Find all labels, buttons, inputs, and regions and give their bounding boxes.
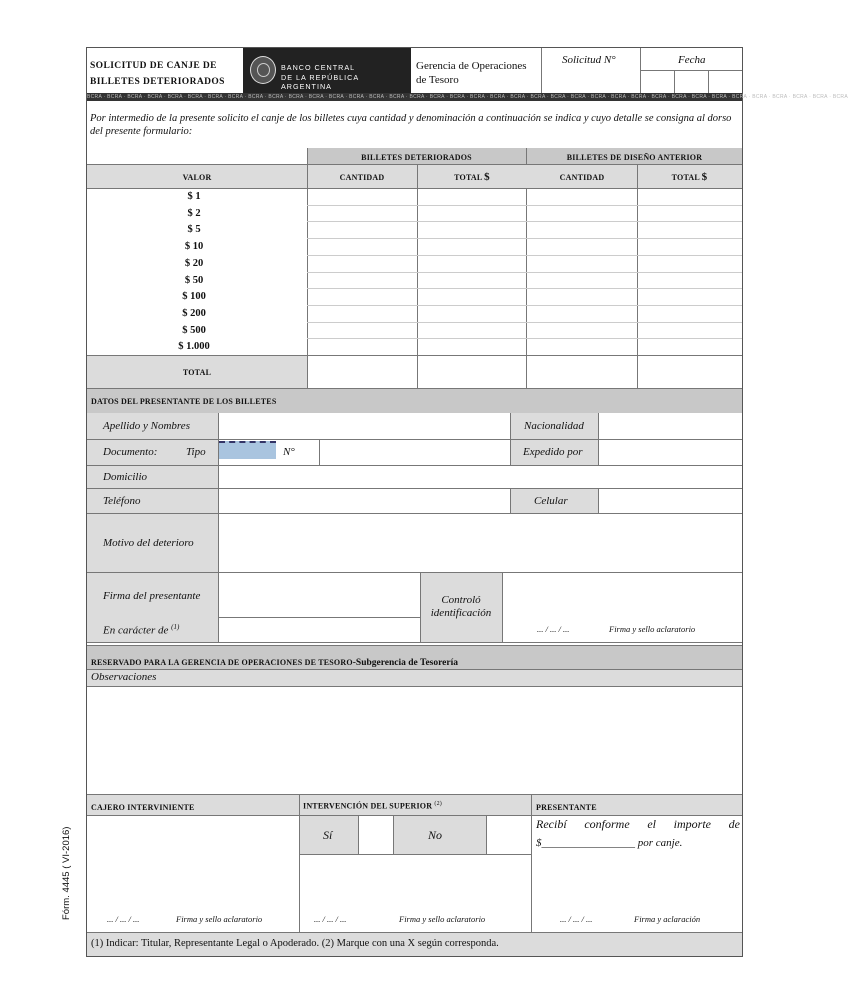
value-row-label: $ 50 (184, 274, 204, 286)
cantidad-deteriorados-input[interactable] (308, 189, 416, 204)
form-title: SOLICITUD DE CANJE DE BILLETES DETERIORADOS (90, 61, 225, 87)
cantidad-deteriorados-input[interactable] (308, 222, 416, 237)
value-row-label: $ 2 (187, 207, 201, 219)
form-number: Fórm. 4445 ( VI-2016) (61, 826, 72, 920)
bank-logo: BANCO CENTRAL DE LA REPÚBLICA ARGENTINA (243, 48, 411, 93)
col-cantidad-2: CANTIDAD (559, 173, 605, 182)
controlo-firma-sello: Firma y sello aclaratorio (609, 624, 696, 634)
footnote: (1) Indicar: Titular, Representante Legal o Apoderado. (2) Marque con una X según corresponda. (91, 938, 499, 949)
total-deteriorados-total-input[interactable] (418, 356, 526, 387)
numero-label: N° (283, 446, 295, 458)
cantidad-diseno-input[interactable] (527, 189, 636, 204)
caracter-label: En carácter de $^{(1)}$ (103, 623, 180, 637)
superior-fecha: ... / ... / ... (314, 914, 347, 924)
total-deteriorados-input[interactable] (418, 239, 526, 254)
tipo-label: Tipo (186, 446, 206, 458)
value-row-label: $ 10 (184, 241, 204, 253)
observaciones-label: Observaciones (91, 671, 157, 683)
total-deteriorados-input[interactable] (418, 289, 526, 304)
total-deteriorados-input[interactable] (418, 256, 526, 271)
cantidad-diseno-input[interactable] (527, 256, 636, 271)
nacionalidad-label: Nacionalidad (524, 420, 584, 432)
intervencion-title: INTERVENCIÓN DEL SUPERIOR $^{(2)}$ (303, 801, 442, 811)
reservado-title: RESERVADO PARA LA GERENCIA DE OPERACIONES DE TESORO-Subgerencia de Tesorería (91, 658, 458, 668)
total-deteriorados-input[interactable] (418, 222, 526, 237)
value-row-label: $ 500 (182, 324, 206, 336)
value-row-label: $ 100 (182, 291, 206, 303)
intro-text: Por intermedio de la presente solicito el canje de los billetes cuya cantidad y denominación a continuación se indica y cuyo detalle se consigna al dorso del presente formulario: (90, 113, 732, 137)
tipo-select[interactable] (219, 441, 276, 459)
total-diseno-total-input[interactable] (638, 356, 741, 387)
total-diseno-input[interactable] (638, 323, 741, 338)
observaciones-input[interactable] (88, 687, 741, 793)
col-cantidad-1: CANTIDAD (339, 173, 385, 182)
solicitud-input[interactable] (542, 70, 640, 93)
group-diseno-anterior: BILLETES DE DISEÑO ANTERIOR (566, 153, 703, 162)
cantidad-diseno-input[interactable] (527, 222, 636, 237)
total-deteriorados-input[interactable] (418, 206, 526, 221)
gerencia-label: Gerencia de Operaciones de Tesoro (416, 60, 527, 86)
fecha-input[interactable] (641, 70, 742, 93)
firma-presentante-label: Firma del presentante (103, 590, 201, 602)
solicitud-label: Solicitud N° (562, 54, 616, 66)
superior-firma-sello: Firma y sello aclaratorio (399, 914, 486, 924)
value-row-label: $ 1.000 (178, 341, 210, 353)
controlo-fecha: ... / ... / ... (537, 624, 570, 634)
firma-presentante-field[interactable] (219, 573, 419, 616)
cantidad-deteriorados-total-input[interactable] (308, 356, 416, 387)
motivo-label: Motivo del deterioro (103, 537, 194, 549)
total-deteriorados-input[interactable] (418, 323, 526, 338)
value-row-label: $ 5 (187, 224, 201, 236)
cantidad-deteriorados-input[interactable] (308, 306, 416, 321)
no-label: No (428, 828, 443, 842)
cajero-firma-sello: Firma y sello aclaratorio (176, 914, 263, 924)
bcra-strip: BCRA · BCRA · BCRA · BCRA · BCRA · BCRA · BCRA · BCRA · BCRA · BCRA · BCRA · BCRA · BCRA · BCRA · BCRA · BCRA · BCRA · BCRA · BCRA · BCRA · BCRA · BCRA · BCRA · BCRA · BCRA · BCRA · BCRA · BCRA · BCRA · BCRA · BCRA · BCRA · BCRA · BCRA · BCRA · BCRA · BCRA · BCRA (87, 94, 848, 100)
celular-input[interactable] (599, 489, 741, 512)
col-valor: VALOR (182, 173, 212, 182)
cantidad-deteriorados-input[interactable] (308, 323, 416, 338)
cantidad-diseno-input[interactable] (527, 206, 636, 221)
cantidad-deteriorados-input[interactable] (308, 256, 416, 271)
cajero-fecha: ... / ... / ... (107, 914, 140, 924)
cantidad-diseno-input[interactable] (527, 239, 636, 254)
col-total-2: TOTAL $ (671, 171, 708, 183)
total-diseno-input[interactable] (638, 273, 741, 288)
cantidad-diseno-input[interactable] (527, 273, 636, 288)
total-diseno-input[interactable] (638, 239, 741, 254)
cantidad-diseno-input[interactable] (527, 306, 636, 321)
total-deteriorados-input[interactable] (418, 306, 526, 321)
observaciones-header (87, 669, 742, 686)
cantidad-deteriorados-input[interactable] (308, 239, 416, 254)
recibi-text: Recibí conforme el importe de (536, 817, 740, 831)
numero-input[interactable] (320, 440, 509, 464)
nacionalidad-input[interactable] (599, 414, 741, 438)
presentante-firma-aclaracion: Firma y aclaración (634, 914, 701, 924)
cantidad-deteriorados-input[interactable] (308, 289, 416, 304)
value-row-label: $ 200 (182, 307, 206, 319)
expedido-input[interactable] (599, 440, 741, 464)
total-deteriorados-input[interactable] (418, 273, 526, 288)
total-diseno-input[interactable] (638, 289, 741, 304)
cantidad-deteriorados-input[interactable] (308, 273, 416, 288)
total-diseno-input[interactable] (638, 339, 741, 354)
total-label: TOTAL (182, 368, 212, 377)
presentante-firma-title: PRESENTANTE (536, 803, 597, 812)
cajero-title: CAJERO INTERVINIENTE (91, 803, 195, 812)
domicilio-label: Domicilio (103, 471, 147, 483)
domicilio-input[interactable] (219, 466, 741, 487)
controlo-label: Controló identificación (430, 594, 492, 619)
total-diseno-input[interactable] (638, 189, 741, 204)
total-deteriorados-input[interactable] (418, 339, 526, 354)
total-diseno-input[interactable] (638, 206, 741, 221)
total-deteriorados-input[interactable] (418, 189, 526, 204)
caracter-input[interactable] (219, 618, 419, 641)
presentante-title: DATOS DEL PRESENTANTE DE LOS BILLETES (91, 397, 277, 406)
apellido-input[interactable] (219, 414, 509, 438)
presentante-fecha: ... / ... / ... (560, 914, 593, 924)
cantidad-diseno-input[interactable] (527, 289, 636, 304)
cantidad-deteriorados-input[interactable] (308, 206, 416, 221)
col-total-1: TOTAL $ (454, 171, 490, 183)
celular-label: Celular (534, 495, 568, 507)
controlo-firma-field[interactable] (503, 573, 741, 623)
value-row-label: $ 20 (184, 257, 204, 269)
telefono-label: Teléfono (103, 495, 141, 507)
cantidad-deteriorados-input[interactable] (308, 339, 416, 354)
total-diseno-input[interactable] (638, 222, 741, 237)
value-row-label: $ 1 (187, 191, 201, 202)
cantidad-diseno-input[interactable] (527, 323, 636, 338)
cantidad-diseno-total-input[interactable] (527, 356, 636, 387)
cantidad-diseno-input[interactable] (527, 339, 636, 354)
total-diseno-input[interactable] (638, 306, 741, 321)
expedido-label: Expedido por (523, 446, 583, 458)
si-checkbox[interactable] (359, 817, 392, 853)
documento-label: Documento: (103, 446, 158, 458)
apellido-label: Apellido y Nombres (103, 420, 190, 432)
importe-line: $_________________ por canje. (536, 837, 683, 849)
si-label: Sí (323, 828, 333, 842)
no-checkbox[interactable] (487, 817, 530, 853)
telefono-input[interactable] (219, 489, 509, 512)
total-diseno-input[interactable] (638, 256, 741, 271)
presentante-firma-field[interactable] (532, 860, 741, 910)
motivo-input[interactable] (219, 514, 741, 571)
bank-seal-icon (250, 56, 276, 84)
fecha-label: Fecha (678, 54, 706, 66)
group-deteriorados: BILLETES DETERIORADOS (361, 153, 472, 162)
